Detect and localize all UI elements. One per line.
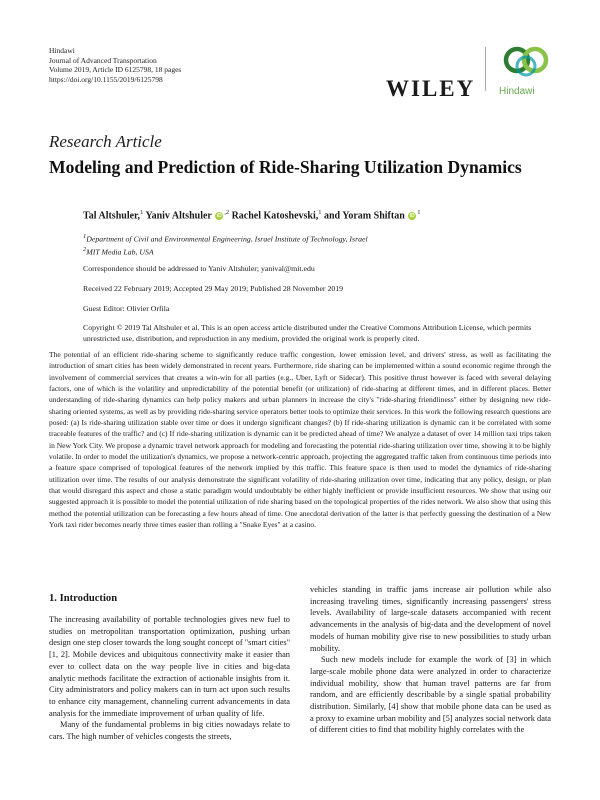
article-title: Modeling and Prediction of Ride-Sharing Utilization Dynamics [49,157,522,177]
logo-divider [485,47,486,91]
orcid-icon[interactable]: iD [216,213,222,220]
hindawi-rings-icon [497,44,557,82]
body-column-left [49,614,290,743]
hindawi-logo-text: Hindawi [499,86,535,97]
affiliation-item: $^2$MIT Media Lab, USA [83,245,154,257]
publication-dates: Received 22 February 2019; Accepted 29 May 2019; Published 28 November 2019 [83,284,344,293]
journal-name: Journal of Advanced Transportation [49,55,157,65]
copyright-notice: Copyright © 2019 Tal Altshuler et al. This is an open access article distributed under the Creative Commons Attribution License, which permits unrestricted use, distribution, and reproduction in any medium, provided the original work is properly cited. [83,323,532,343]
abstract-text: The potential of an efficient ride-sharing scheme to significantly reduce traffic congestion, lower emission level, and drivers' stress, as well as facilitating the introduction of smart cities has been widely demonstrated in recent years. Furthermore, ride sharing can be implemented within a sound economic regime through the involvement of commercial services that creates a win-win for all parties (e.g., Uber, Lyft or Sidecar). This positive thrust however is faced with several delaying factors, one of which is the volatility and unpredictability of the potential benefit (or utilization) of ride-sharing at different times, and in different places. Better understanding of ride-sharing dynamics can help policy makers and urban planners in increase the city's "ride-sharing friendliness" either by designing new ride-sharing oriented systems, as well as by providing ride-sharing service operators better tools to optimize their services. In this work the following research questions are posed: (a) Is ride-sharing utilization stable over time or does it undergo significant changes? (b) If ride-sharing utilization is dynamic can it be correlated with some traceable features of the traffic? and (c) If ride-sharing utilization is dynamic can it be predicted ahead of time? We analyze a dataset of over 14 million taxi trips taken in New York City. We propose a dynamic travel network approach for modeling and forecasting the potential ride-sharing utilization over time, showing it to be highly volatile. In order to model the utilization's dynamics, we propose a network-centric approach, projecting the aggregated traffic taken from continuous time periods into a feature space comprised of topological features of the network implied by this traffic. This feature space is then used to model the dynamics of ride-sharing utilization over time. The results of our analysis demonstrate the significant volatility of ride-sharing utilization over time, indicating that any policy, design, or plan that would disregard this aspect and chose a static paradigm would undoubtably be either highly inefficient or provide insufficient resources. We show that using our suggested approach it is possible to model the potential utilization of ride sharing based on the topological properties of the rides network. We also show that using this method the potential utilization can be forecasting a few hours ahead of time. One anecdotal derivation of the latter is that perfectly guessing the destination of a New York taxi rider becomes nearly three times easier than rolling a "Snake Eyes" at a casino. [49,350,551,530]
author-affil-sup: 1 [417,209,421,216]
guest-editor: Guest Editor: Olivier Orfila [83,304,170,313]
doi-link[interactable]: https://doi.org/10.1155/2019/6125798 [49,75,163,85]
body-paragraph: vehicles standing in traffic jams increase air pollution while also increasing traveling times, significantly increasing passengers' stress levels. Availability of large-scale datasets accompanied with recent advancements in the analysis of big-data and the development of novel models of human mobility give rise to new possibilities to study urban mobility. [310,585,551,653]
body-paragraph: Such new models include for example the work of [3] in which large-scale mobile phone data were analyzed in order to characterize individual mobility, show that human travel patterns are far from random, and are efficiently describable by a single spatial probability distribution. Similarly, [4] show that mobile phone data can be used as a proxy to examine urban mobility and [5] analyzes social network data of different cities to find that mobility highly correlates with the [310,655,551,735]
affiliation-item: $^1$Department of Civil and Environmental Engineering, Israel Institute of Technology, Israel [83,233,368,244]
volume-line: Volume 2019, Article ID 6125798, 18 pages [49,65,182,75]
correspondence: Correspondence should be addressed to Yaniv Altshuler; yanival@mit.edu [83,264,315,273]
body-paragraph: Many of the fundamental problems in big cities nowadays relate to cars. The high number of vehicles congests the streets, [49,720,290,742]
wiley-logo: WILEY [386,76,476,101]
body-paragraph: The increasing availability of portable technologies gives new fuel to studies on metropolitan transportation optimization, pushing urban design one step closer towards the long sought concept of "smart cities" [1, 2]. Mobile devices and ubiquitous connectivity make it easier than ever to collect data on the way people live in cities and big-data analytic methods facilitate the extraction of actionable insights from it. City administrators and policy makers can in turn act upon such results to enhance city management, channeling current advancements in data analysis for the immediate improvement of urban quality of life. [49,615,290,718]
author-list: Tal Altshuler,$^1$ Yaniv Altshuler $iD^{,2}$ Rachel Katoshevski,$^1$ and Yoram Shiftan $iD^1$ [83,209,421,222]
author-name: Tal Altshuler, [83,210,141,222]
article-type: Research Article [49,132,162,151]
author-name: Rachel Katoshevski, [231,210,319,222]
author-name: Yoram Shiftan [342,210,405,222]
author-affil-sup: 1 [318,209,322,216]
section-heading: 1. Introduction [49,593,118,604]
author-affil-sup: ,2 [224,209,230,216]
publisher-name: Hindawi [49,46,75,55]
affiliations [83,232,368,257]
journal-header [49,46,181,85]
author-name: Yaniv Altshuler [145,210,212,222]
author-affil-sup: 1 [140,209,144,216]
body-column-right [310,584,551,736]
orcid-icon[interactable]: iD [409,213,415,220]
